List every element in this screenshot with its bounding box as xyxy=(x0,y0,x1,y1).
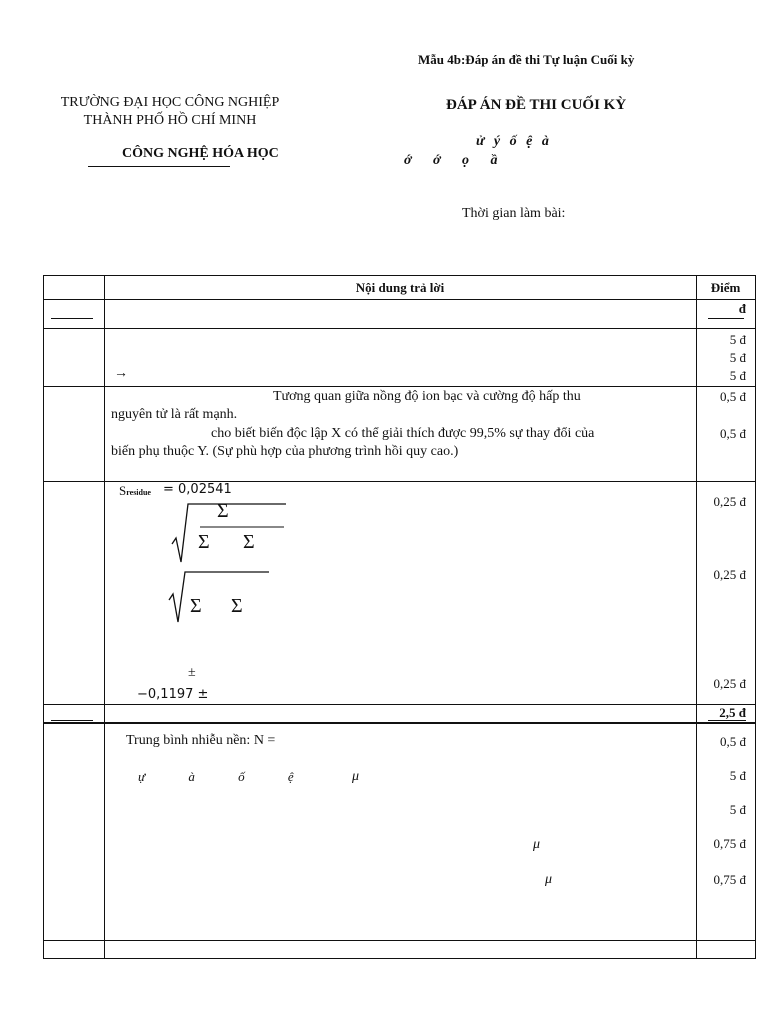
garbled-subtitle-2: ớ ớ ọ ầ xyxy=(404,153,498,168)
row1-score: đ xyxy=(738,301,746,316)
row3-text-line-4: biến phụ thuộc Y. (Sự phù hợp của phương trình hồi quy cao.) xyxy=(111,444,459,459)
row3-score-2: 0,5 đ xyxy=(720,426,746,441)
mu-symbol-2: μ xyxy=(533,837,541,852)
row3-text-line-2: nguyên tử là rất mạnh. xyxy=(111,407,238,422)
row5-underline xyxy=(51,720,93,721)
row6-score-5: 0,75 đ xyxy=(713,872,746,887)
department-underline xyxy=(88,166,230,167)
exam-time-label: Thời gian làm bài: xyxy=(462,206,566,221)
sigma-1: Σ xyxy=(217,500,229,522)
row4-score-2: 0,25 đ xyxy=(713,567,746,582)
row6-text-line-1: Trung bình nhiễu nền: N = xyxy=(126,733,276,748)
score-column-header: Điểm xyxy=(710,280,741,295)
row4-score-3: 0,25 đ xyxy=(713,676,746,691)
university-line-1: TRƯỜNG ĐẠI HỌC CÔNG NGHIỆP xyxy=(60,95,280,110)
row6-score-1: 0,5 đ xyxy=(720,734,746,749)
row3-text-line-1: Tương quan giữa nồng độ ion bạc và cường độ hấp thu xyxy=(273,389,581,404)
row6-score-4: 0,75 đ xyxy=(713,836,746,851)
sigma-5: Σ xyxy=(231,595,243,617)
row1-underline xyxy=(51,318,93,319)
row6-garbled-text: ự à ố ệ xyxy=(138,769,294,784)
row4-score-1: 0,25 đ xyxy=(713,494,746,509)
sigma-4: Σ xyxy=(190,595,202,617)
row1-score-underline xyxy=(708,318,744,319)
row2-arrow: → xyxy=(114,366,128,381)
sresidue-label: Sresidue xyxy=(119,483,151,498)
row6-score-3: 5 đ xyxy=(729,802,746,817)
content-column-header: Nội dung trả lời xyxy=(355,280,445,295)
sigma-3: Σ xyxy=(243,531,255,553)
exam-title: ĐÁP ÁN ĐỀ THI CUỐI KỲ xyxy=(446,97,627,113)
row3-score-1: 0,5 đ xyxy=(720,389,746,404)
mu-symbol-1: μ xyxy=(352,769,360,784)
row6-score-2: 5 đ xyxy=(729,768,746,783)
department-name: CÔNG NGHỆ HÓA HỌC xyxy=(122,146,279,161)
intercept-value: −0,1197 ± xyxy=(137,687,209,702)
sresidue-value: = 0,02541 xyxy=(163,482,232,497)
row5-score: 2,5 đ xyxy=(719,705,746,720)
sigma-2: Σ xyxy=(198,531,210,553)
plus-minus-sign: ± xyxy=(188,665,196,680)
row2-score-1: 5 đ xyxy=(729,332,746,347)
row3-text-line-3: cho biết biến độc lập X có thể giải thích được 99,5% sự thay đổi của xyxy=(211,426,595,441)
row2-score-2: 5 đ xyxy=(729,350,746,365)
form-label: Mẫu 4b:Đáp án đề thi Tự luận Cuối kỳ xyxy=(418,52,635,67)
mu-symbol-3: μ xyxy=(545,872,553,887)
garbled-subtitle-1: ử ý ố ệ à xyxy=(476,134,549,149)
radical-sign-1 xyxy=(170,500,290,566)
radical-sign-2 xyxy=(167,568,273,626)
university-line-2: THÀNH PHỐ HỒ CHÍ MINH xyxy=(83,113,257,128)
row2-score-3: 5 đ xyxy=(729,368,746,383)
